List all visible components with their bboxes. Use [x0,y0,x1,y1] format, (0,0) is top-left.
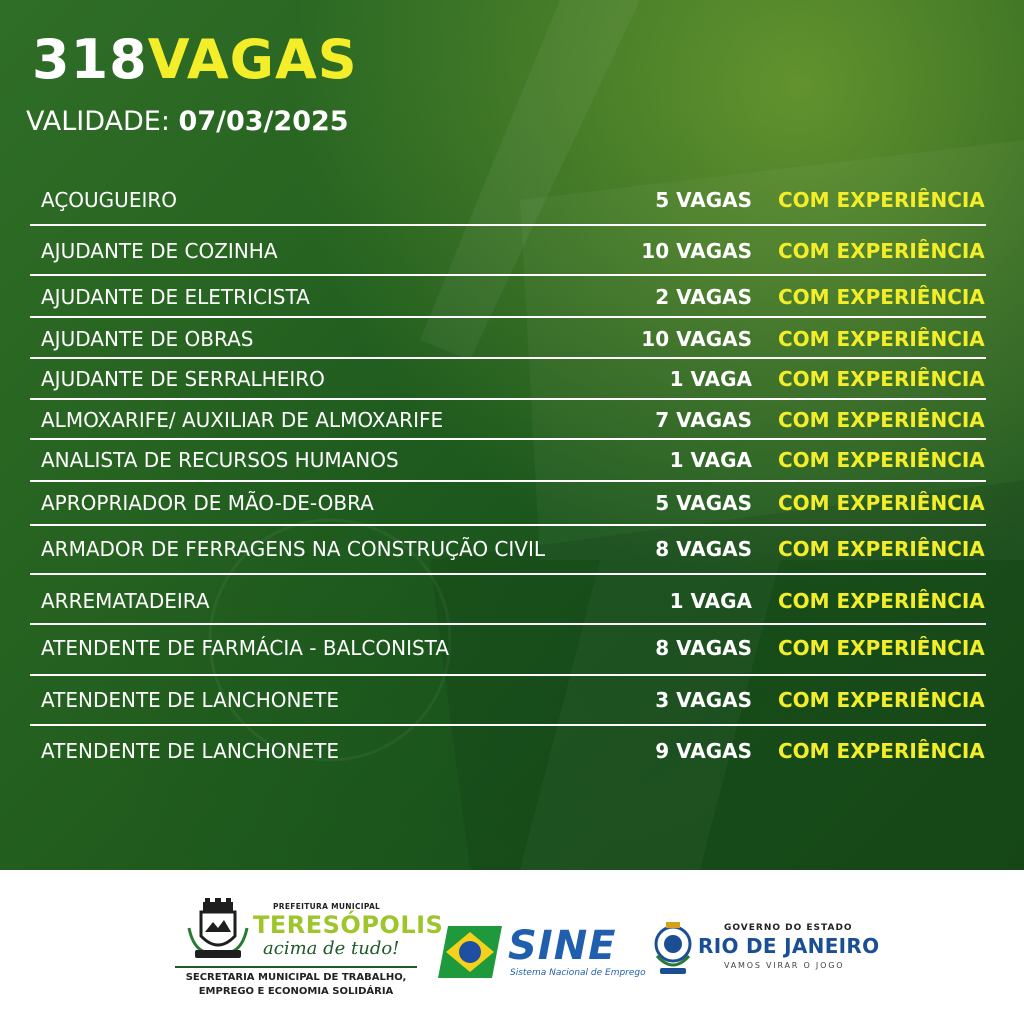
job-count: 10 VAGAS [641,327,752,351]
government-label: GOVERNO DO ESTADO [724,923,853,933]
job-row [0,586,1024,616]
job-count: 1 VAGA [669,367,752,391]
job-row [0,445,1024,475]
job-requirement: COM EXPERIÊNCIA [778,537,985,561]
job-requirement: COM EXPERIÊNCIA [778,589,985,613]
job-requirement: COM EXPERIÊNCIA [778,739,985,763]
footer-logos [0,870,1024,1024]
sine-subtitle: Sistema Nacional de Emprego [510,968,646,978]
row-divider [30,573,986,575]
job-requirement: COM EXPERIÊNCIA [778,688,985,712]
job-requirement: COM EXPERIÊNCIA [778,285,985,309]
job-row [0,488,1024,518]
job-row [0,324,1024,354]
job-count: 9 VAGAS [655,739,752,763]
rio-de-janeiro-logo [652,920,880,980]
state-slogan: VAMOS VIRAR O JOGO [724,961,845,970]
job-title: ATENDENTE DE LANCHONETE [41,739,339,763]
job-count: 8 VAGAS [655,537,752,561]
job-title: ALMOXARIFE/ AUXILIAR DE ALMOXARIFE [41,408,444,432]
job-row [0,236,1024,266]
job-title: ARREMATADEIRA [41,589,210,613]
city-name: TERESÓPOLIS [253,911,444,939]
row-divider [30,438,986,440]
job-row [0,736,1024,766]
job-row [0,685,1024,715]
row-divider [30,623,986,625]
teresopolis-logo [175,896,444,1006]
job-count: 2 VAGAS [655,285,752,309]
job-title: AJUDANTE DE OBRAS [41,327,254,351]
job-count: 5 VAGAS [655,491,752,515]
row-divider [30,524,986,526]
job-row [0,633,1024,663]
job-row [0,282,1024,312]
job-title: APROPRIADOR DE MÃO-DE-OBRA [41,491,374,515]
job-title: ARMADOR DE FERRAGENS NA CONSTRUÇÃO CIVIL [41,537,546,561]
secretaria-line-1: SECRETARIA MUNICIPAL DE TRABALHO, [185,972,407,983]
secretaria-line-2: EMPREGO E ECONOMIA SOLIDÁRIA [198,986,394,997]
validity-date: 07/03/2025 [178,106,349,137]
job-title: ATENDENTE DE LANCHONETE [41,688,339,712]
job-title: AÇOUGUEIRO [41,188,177,212]
job-title: AJUDANTE DE SERRALHEIRO [41,367,325,391]
job-title: ATENDENTE DE FARMÁCIA - BALCONISTA [41,636,450,660]
job-title: ANALISTA DE RECURSOS HUMANOS [41,448,399,472]
brazil-flag-icon [438,922,502,982]
job-count: 8 VAGAS [655,636,752,660]
job-title: AJUDANTE DE COZINHA [41,239,278,263]
job-row [0,364,1024,394]
vacancy-word: VAGAS [147,28,358,91]
state-coat-of-arms-icon [652,920,694,976]
sine-name: SINE [508,923,617,969]
job-requirement: COM EXPERIÊNCIA [778,327,985,351]
row-divider [30,724,986,726]
job-requirement: COM EXPERIÊNCIA [778,408,985,432]
row-divider [30,224,986,226]
job-row [0,185,1024,215]
job-count: 7 VAGAS [655,408,752,432]
city-slogan: acima de tudo! [263,938,400,959]
job-requirement: COM EXPERIÊNCIA [778,367,985,391]
sine-logo [438,922,646,992]
job-count: 1 VAGA [669,589,752,613]
job-requirement: COM EXPERIÊNCIA [778,448,985,472]
row-divider [30,357,986,359]
validity-label: VALIDADE: [26,106,179,137]
job-count: 1 VAGA [669,448,752,472]
row-divider [30,316,986,318]
row-divider [30,398,986,400]
job-count: 10 VAGAS [641,239,752,263]
state-name: RIO DE JANEIRO [698,934,880,958]
job-row [0,405,1024,435]
job-count: 5 VAGAS [655,188,752,212]
row-divider [30,274,986,276]
logo-divider [175,966,417,968]
vacancy-total: 318 [32,28,148,91]
row-divider [30,674,986,676]
city-coat-of-arms-icon [185,898,251,964]
row-divider [30,480,986,482]
job-requirement: COM EXPERIÊNCIA [778,239,985,263]
prefeitura-label: PREFEITURA MUNICIPAL [273,902,381,911]
job-requirement: COM EXPERIÊNCIA [778,636,985,660]
job-title: AJUDANTE DE ELETRICISTA [41,285,310,309]
job-count: 3 VAGAS [655,688,752,712]
job-requirement: COM EXPERIÊNCIA [778,188,985,212]
job-row [0,534,1024,564]
job-requirement: COM EXPERIÊNCIA [778,491,985,515]
